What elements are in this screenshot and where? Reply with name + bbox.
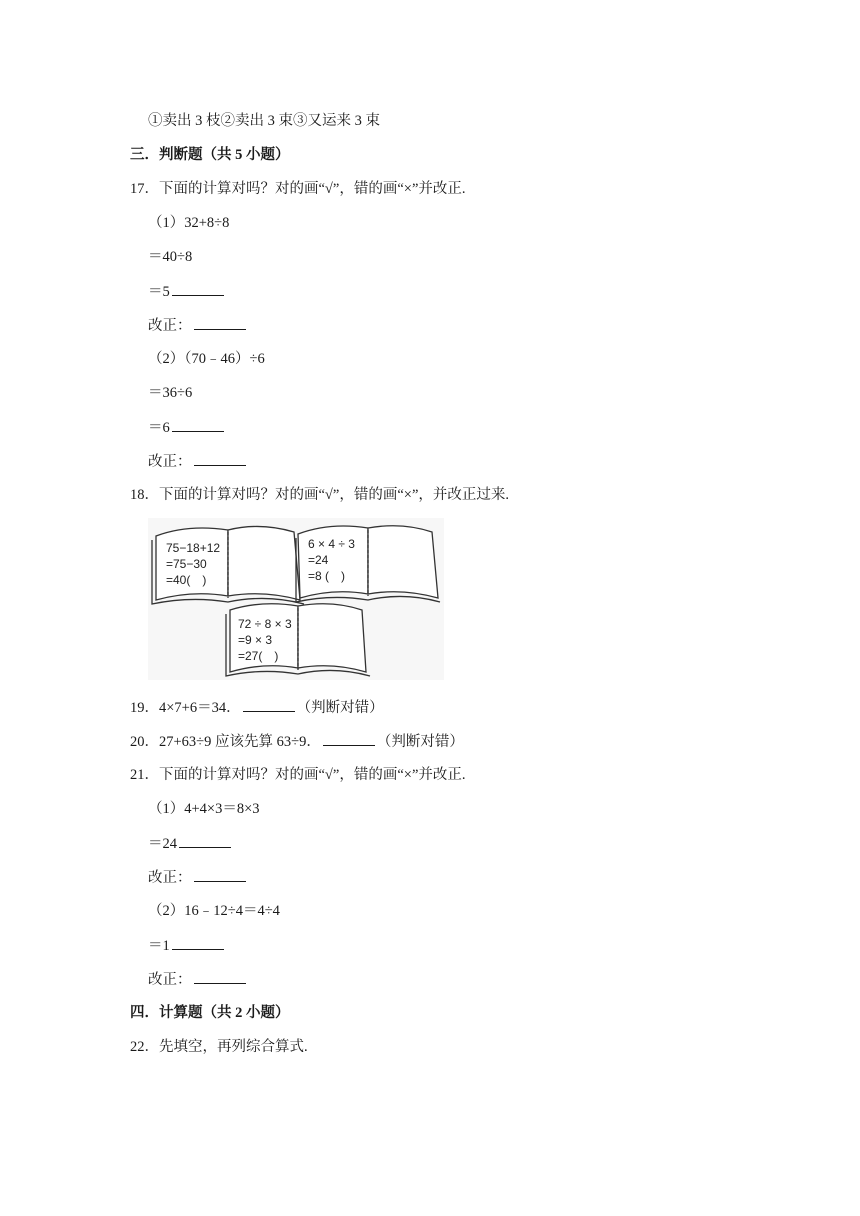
- question-17-title: 17．下面的计算对吗？对的画“√”，错的画“×”并改正.: [130, 181, 466, 197]
- answer-blank[interactable]: [194, 451, 246, 466]
- q17-part1-fix: [148, 315, 248, 336]
- options-line: ①卖出 3 枝②卖出 3 束③又运来 3 束: [148, 113, 380, 129]
- q17-part2-line3: [148, 417, 226, 438]
- q21-part2-result: ＝1: [148, 938, 170, 954]
- book1-line2: =75−30: [166, 557, 207, 571]
- answer-blank[interactable]: [194, 969, 246, 984]
- q21-part1-line2: [148, 833, 233, 854]
- book2-line3: =8 ( ): [308, 569, 346, 583]
- q21-part2-line2: [148, 935, 226, 956]
- question-19: [130, 697, 384, 718]
- q17-part1-line2: ＝40÷8: [148, 249, 193, 265]
- q19-text: 19．4×7+6＝34．: [130, 700, 241, 716]
- fix-label: 改正：: [148, 454, 192, 470]
- q20-text: 20．27+63÷9 应该先算 63÷9．: [130, 734, 321, 750]
- answer-blank[interactable]: [172, 417, 224, 432]
- q19-suffix: （判断对错）: [296, 700, 384, 716]
- book3-line3: =27( ): [238, 649, 279, 663]
- question-20: [130, 731, 464, 752]
- answer-blank[interactable]: [194, 315, 246, 330]
- book1-line3: =40( ): [166, 573, 207, 587]
- section-heading-calculation: 四．计算题（共 2 小题）: [130, 1005, 290, 1021]
- q17-part2-fix: [148, 451, 248, 472]
- q17-part2-line1: （2）（70﹣46）÷6: [148, 351, 265, 367]
- q20-suffix: （判断对错）: [376, 734, 464, 750]
- q17-part1-line1: （1）32+8÷8: [148, 215, 230, 231]
- book2-line2: =24: [308, 553, 329, 567]
- q21-part2-fix: [148, 969, 248, 990]
- answer-blank[interactable]: [243, 697, 295, 712]
- question-21-title: 21．下面的计算对吗？对的画“√”，错的画“×”并改正.: [130, 767, 466, 783]
- section-heading-judgement: 三．判断题（共 5 小题）: [130, 147, 290, 163]
- books-illustration: [148, 518, 444, 680]
- fix-label: 改正：: [148, 972, 192, 988]
- answer-blank[interactable]: [172, 935, 224, 950]
- q21-part2-line1: （2）16﹣12÷4＝4÷4: [148, 903, 280, 919]
- book2-line1: 6 × 4 ÷ 3: [308, 537, 355, 551]
- q21-part1-line1: （1）4+4×3＝8×3: [148, 801, 260, 817]
- answer-blank[interactable]: [194, 867, 246, 882]
- answer-blank[interactable]: [323, 731, 375, 746]
- q21-part1-result: ＝24: [148, 836, 177, 852]
- answer-blank[interactable]: [172, 281, 224, 296]
- book3-line1: 72 ÷ 8 × 3: [238, 617, 292, 631]
- q17-part1-line3: [148, 281, 226, 302]
- answer-blank[interactable]: [179, 833, 231, 848]
- q17-part1-result: ＝5: [148, 284, 170, 300]
- q17-part2-line2: ＝36÷6: [148, 385, 193, 401]
- q21-part1-fix: [148, 867, 248, 888]
- fix-label: 改正：: [148, 318, 192, 334]
- open-books-figure: [148, 518, 444, 680]
- book3-line2: =9 × 3: [238, 633, 273, 647]
- q17-part2-result: ＝6: [148, 420, 170, 436]
- question-18-title: 18．下面的计算对吗？对的画“√”，错的画“×”，并改正过来.: [130, 487, 510, 503]
- question-22-title: 22．先填空，再列综合算式.: [130, 1039, 308, 1055]
- book1-line1: 75−18+12: [166, 541, 221, 555]
- fix-label: 改正：: [148, 870, 192, 886]
